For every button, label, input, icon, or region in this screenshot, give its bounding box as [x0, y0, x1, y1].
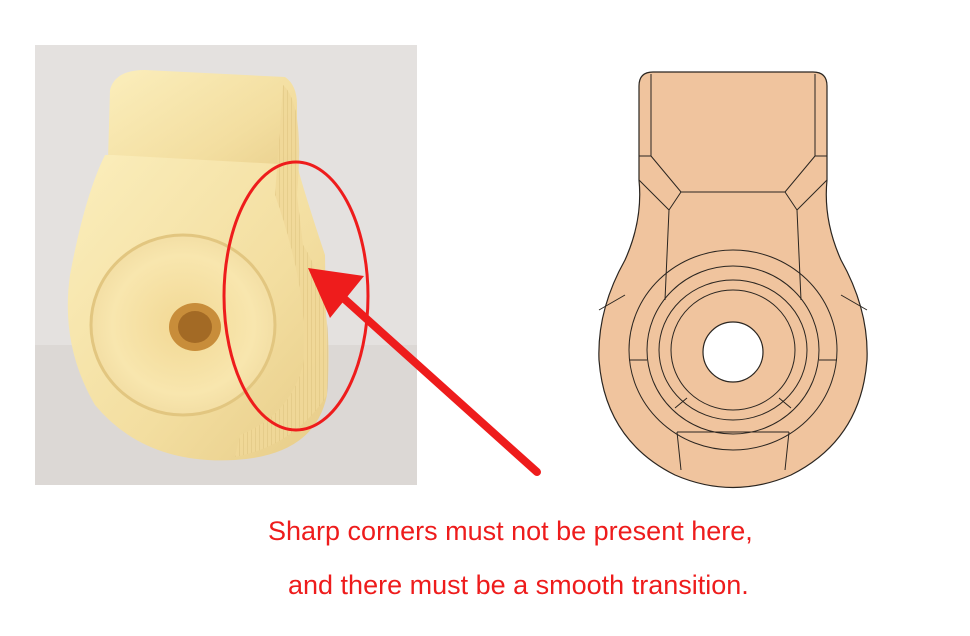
caption-line-2: and there must be a smooth transition. [288, 570, 749, 600]
cad-model-render [585, 60, 885, 500]
annotation-caption [240, 504, 900, 612]
printed-part-illustration [35, 45, 417, 485]
caption-line-1: Sharp corners must not be present here, [268, 516, 753, 546]
cad-part-illustration [585, 60, 885, 500]
printed-part-photo [35, 45, 417, 485]
